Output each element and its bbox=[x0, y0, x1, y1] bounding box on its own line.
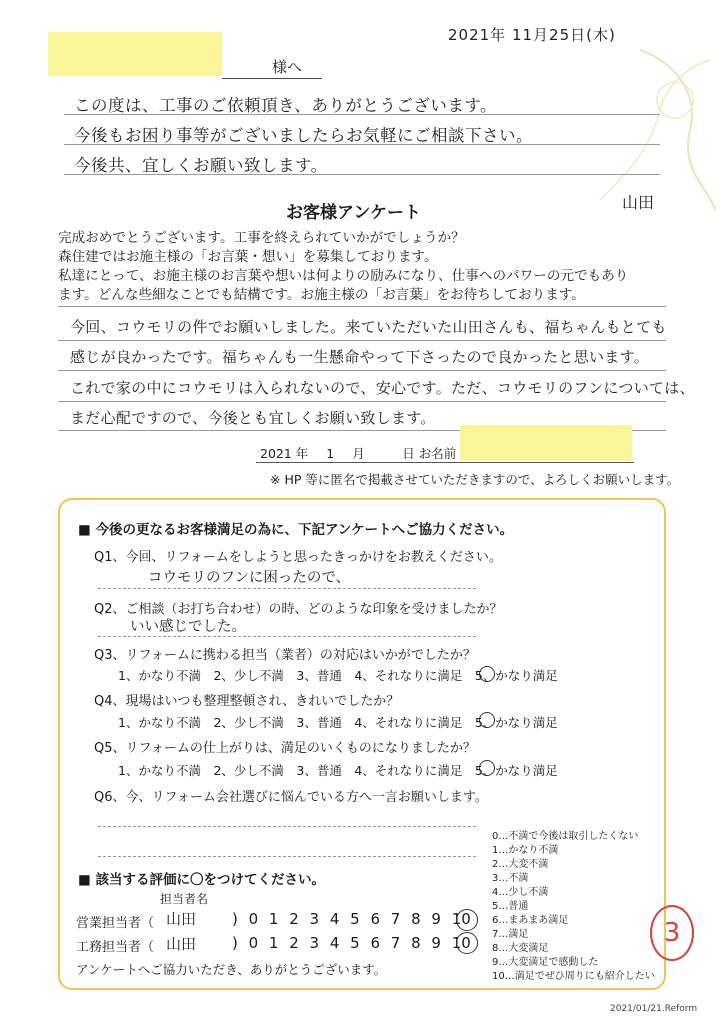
survey-name-label: お名前 bbox=[418, 446, 457, 461]
ruled-line bbox=[58, 306, 666, 307]
selected-rating-circle[interactable] bbox=[479, 712, 495, 728]
survey-date-month: 1 bbox=[326, 446, 335, 461]
ruled-line bbox=[58, 401, 666, 402]
sales-rating-scale: ) 0 1 2 3 4 5 6 7 8 9 10 bbox=[232, 910, 471, 928]
legend-item: 3…不満 bbox=[492, 873, 529, 884]
legend-item: 8…大変満足 bbox=[492, 943, 549, 954]
customer-name-redacted bbox=[48, 32, 222, 76]
ruled-line bbox=[64, 174, 660, 175]
questionnaire-heading: ■ 今後の更なるお客様満足の為に、下記アンケートへご協力ください。 bbox=[78, 522, 514, 538]
legend-item: 6…まあまあ満足 bbox=[492, 915, 569, 926]
ruled-line bbox=[64, 114, 660, 115]
thanks-message: アンケートへご協力いただき、ありがとうございます。 bbox=[76, 962, 387, 977]
answer-line bbox=[98, 826, 476, 827]
question-q2: Q2、ご相談（お打ち合わせ）の時、どのような印象を受けましたか？ bbox=[94, 602, 503, 617]
answer-line bbox=[98, 856, 476, 857]
message-line: この度は、工事のご依頼頂き、ありがとうございます。 bbox=[74, 96, 498, 115]
legend-item: 10…満足でぜひ周りにも紹介したい bbox=[492, 971, 655, 982]
signature-line bbox=[256, 462, 634, 463]
legend-item: 7…満足 bbox=[492, 929, 529, 940]
legend-item: 4…少し不満 bbox=[492, 887, 549, 898]
message-line: 今後共、宜しくお願い致します。 bbox=[74, 156, 328, 175]
question-q5: Q5、リフォームの仕上がりは、満足のいくものになりましたか？ bbox=[94, 741, 476, 756]
works-rating-scale: ) 0 1 2 3 4 5 6 7 8 9 10 bbox=[232, 934, 471, 952]
salutation-underline bbox=[222, 78, 322, 79]
rating-scale-q5: 1、かなり不満 2、少し不満 3、普通 4、それなりに満足 5、かなり満足 bbox=[118, 763, 558, 778]
survey-title: お客様アンケート bbox=[286, 203, 421, 223]
legend-item: 2…大変不満 bbox=[492, 859, 549, 870]
intro-line: ます。どんな些細なことでも結構です。お施主様の「お言葉」をお待ちしております。 bbox=[58, 287, 585, 303]
answer-q2[interactable]: いい感じでした。 bbox=[130, 619, 246, 635]
survey-date-year: 2021 bbox=[260, 446, 292, 461]
anonymity-note: ※ HP 等に匿名で掲載させていただきますので、よろしくお願いします。 bbox=[270, 472, 680, 487]
intro-line: 森住建ではお施主様の「お言葉・想い」を募集しております。 bbox=[58, 249, 438, 265]
question-q4: Q4、現場はいつも整理整頓され、きれいでしたか？ bbox=[94, 694, 400, 709]
staff-name-label: 担当者名 bbox=[160, 892, 209, 906]
selected-rating-circle[interactable] bbox=[456, 909, 478, 931]
form-footer-code: 2021/01/21.Reform bbox=[610, 1004, 698, 1014]
works-staff-label: 工務担当者（ bbox=[76, 940, 155, 955]
survey-date-day-label: 月 日 bbox=[352, 446, 415, 461]
survey-date-year-label: 年 bbox=[295, 446, 309, 461]
rating-scale-q3: 1、かなり不満 2、少し不満 3、普通 4、それなりに満足 5、かなり満足 bbox=[118, 668, 558, 683]
rating-scale-q4: 1、かなり不満 2、少し不満 3、普通 4、それなりに満足 5、かなり満足 bbox=[118, 715, 558, 730]
works-staff-name: 山田 bbox=[166, 935, 197, 953]
legend-item: 1…かなり不満 bbox=[492, 845, 559, 856]
sales-staff-name: 山田 bbox=[166, 910, 197, 928]
survey-date bbox=[260, 444, 456, 462]
answer-q1[interactable]: コウモリのフンに困ったので、 bbox=[148, 570, 351, 586]
ruled-line bbox=[58, 340, 666, 341]
question-q6: Q6、今、リフォーム会社選びに悩んでいる方へ一言お願いします。 bbox=[94, 790, 488, 805]
ruled-line bbox=[58, 370, 666, 371]
intro-line: 私達にとって、お施主様のお言葉や想いは何よりの励みになり、仕事へのパワーの元でもあり bbox=[58, 268, 629, 284]
question-q1: Q1、今回、リフォームをしようと思ったきっかけをお教えください。 bbox=[94, 550, 502, 565]
comment-line: 感じが良かったです。福ちゃんも一生懸命やって下さったので良かったと思います。 bbox=[70, 348, 650, 366]
staff-signature: 山田 bbox=[622, 193, 655, 212]
selected-rating-circle[interactable] bbox=[456, 932, 478, 954]
message-line: 今後もお困り事等がございましたらお気軽にご相談下さい。 bbox=[74, 126, 533, 145]
answer-line bbox=[98, 588, 476, 589]
salutation: 様へ bbox=[272, 58, 303, 76]
comment-line: まだ心配ですので、今後とも宜しくお願い致します。 bbox=[70, 409, 436, 427]
score-stamp: 3 bbox=[650, 905, 694, 961]
answer-line bbox=[98, 636, 476, 637]
comment-line: 今回、コウモリの件でお願いしました。来ていただいた山田さんも、福ちゃんもとても bbox=[70, 318, 667, 336]
selected-rating-circle[interactable] bbox=[479, 760, 495, 776]
selected-rating-circle[interactable] bbox=[479, 666, 495, 682]
customer-name-redacted bbox=[460, 425, 632, 461]
ruled-line bbox=[64, 144, 660, 145]
sales-staff-label: 営業担当者（ bbox=[76, 916, 155, 931]
evaluation-heading: ■ 該当する評価に〇をつけてください。 bbox=[78, 872, 325, 888]
comment-line: これで家の中にコウモリは入られないので、安心です。ただ、コウモリのフンについては、 bbox=[70, 379, 695, 397]
letter-date: 2021年 11月25日(木) bbox=[448, 26, 616, 44]
legend-item: 9…大変満足で感動した bbox=[492, 957, 599, 968]
legend-item: 0…不満で今後は取引したくない bbox=[492, 831, 639, 842]
question-q3: Q3、リフォームに携わる担当（業者）の対応はいかがでしたか？ bbox=[94, 648, 476, 663]
intro-line: 完成おめでとうございます。工事を終えられていかがでしょうか？ bbox=[58, 230, 465, 246]
legend-item: 5…普通 bbox=[492, 901, 529, 912]
